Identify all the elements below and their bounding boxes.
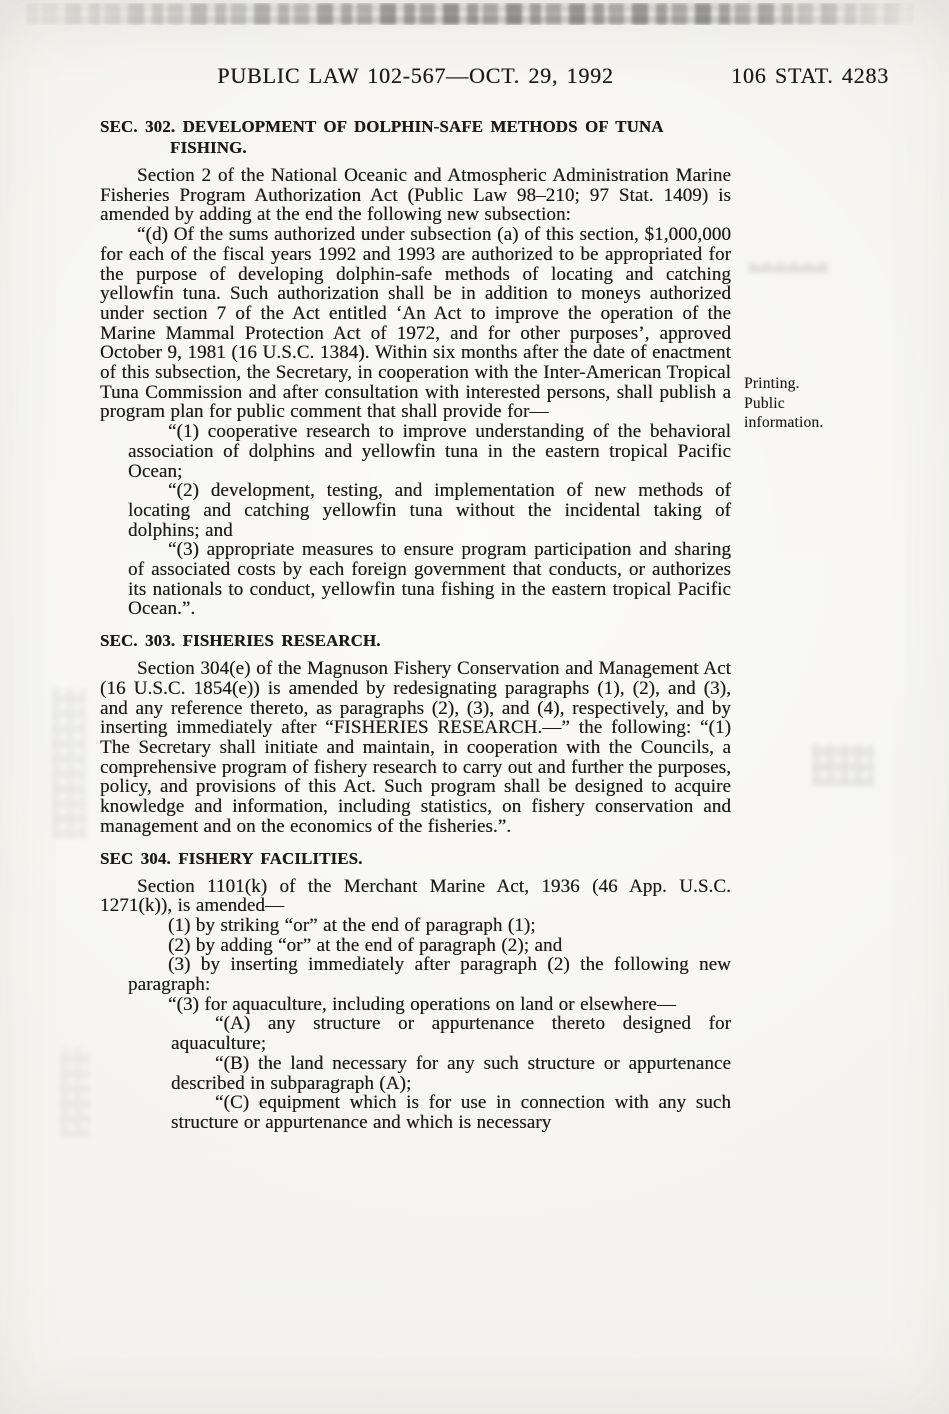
scan-artifact	[52, 688, 86, 838]
margin-note	[744, 374, 862, 433]
scan-artifact	[812, 744, 874, 786]
scan-artifact	[60, 1048, 90, 1138]
section-302-item-2: “(2) development, testing, and implementation of new methods of locating and catching yellowfin tuna without the incidental taking of dolphins; and	[128, 480, 731, 541]
section-304-heading: SEC 304. FISHERY FACILITIES.	[100, 848, 363, 868]
scan-artifact	[748, 262, 828, 273]
section-304-subparagraph-a: “(A) any structure or appurtenance thereto designed for aquaculture;	[171, 1013, 731, 1055]
section-304-intro-paragraph: Section 1101(k) of the Merchant Marine Act, 1936 (46 App. U.S.C. 1271(k)), is amended—	[100, 875, 731, 917]
section-304-amendment-3: (3) by inserting immediately after paragraph (2) the following new paragraph:	[128, 954, 731, 996]
section-304-amendment-2: (2) by adding “or” at the end of paragraph (2); and	[168, 934, 563, 956]
running-head-law-title: PUBLIC LAW 102-567—OCT. 29, 1992	[217, 63, 614, 88]
section-304-subparagraph-b: “(B) the land necessary for any such structure or appurtenance described in subparagraph (A);	[171, 1052, 731, 1094]
section-303-heading: SEC. 303. FISHERIES RESEARCH.	[100, 631, 381, 651]
running-head-stat-citation: 106 STAT. 4283	[731, 63, 889, 88]
section-304-new-paragraph-3: “(3) for aquaculture, including operations on land or elsewhere—	[168, 993, 676, 1015]
section-304-amendment-1: (1) by striking “or” at the end of paragraph (1);	[168, 914, 536, 936]
section-302-item-1: “(1) cooperative research to improve understanding of the behavioral association of dolphins and yellowfin tuna in the eastern tropical Pacific Ocean;	[128, 421, 731, 482]
page-header	[100, 63, 889, 93]
section-302-item-3: “(3) appropriate measures to ensure program participation and sharing of associated costs by each foreign government that conducts, or authorizes its nationals to conduct, yellowfin tuna fishing in the eastern tropical Pacific Ocean.”.	[128, 539, 731, 620]
section-302-heading: SEC. 302. DEVELOPMENT OF DOLPHIN-SAFE METHODS OF TUNA FISHING.	[100, 117, 663, 157]
scan-bleed-through-artifact	[26, 3, 914, 25]
margin-note-line: Public information.	[744, 394, 824, 431]
section-304-subparagraph-c: “(C) equipment which is for use in connection with any such structure or appurtenance and which is necessary	[171, 1092, 731, 1133]
section-302-intro-paragraph: Section 2 of the National Oceanic and Atmospheric Administration Marine Fisheries Program Authorization Act (Public Law 98–210; 97 Stat. 1409) is amended by adding at the end the following new subsection:	[100, 165, 731, 226]
section-302-subsection-d: “(d) Of the sums authorized under subsection (a) of this section, $1,000,000 for each of the fiscal years 1992 and 1993 are authorized to be appropriated for the purpose of developing dolphin-safe methods of locating and catching yellowfin tuna. Such authorization shall be in addition to moneys authorized under section 7 of the Act entitled ‘An Act to improve the operation of the Marine Mammal Protection Act of 1972, and for other purposes’, approved October 9, 1981 (16 U.S.C. 1384). Within six months after the date of enactment of this subsection, the Secretary, in cooperation with the Inter-American Tropical Tuna Commission and after consultation with interested persons, shall publish a program plan for public comment that shall provide for—	[100, 224, 731, 423]
margin-note-line: Printing.	[744, 375, 800, 392]
section-303-paragraph: Section 304(e) of the Magnuson Fishery Conservation and Management Act (16 U.S.C. 1854(e)) is amended by redesignating paragraphs (1), (2), and (3), and any reference thereto, as paragraphs (2), (3), and (4), respectively, and by inserting immediately after “FISHERIES RESEARCH.—” the following: “(1) The Secretary shall initiate and maintain, in cooperation with the Councils, a comprehensive program of fishery research to carry out and further the purposes, policy, and provisions of this Act. Such program shall be designed to acquire knowledge and information, including statistics, on fishery conservation and management and on the economics of the fisheries.”.	[100, 658, 731, 837]
statute-text-column	[100, 116, 731, 1133]
